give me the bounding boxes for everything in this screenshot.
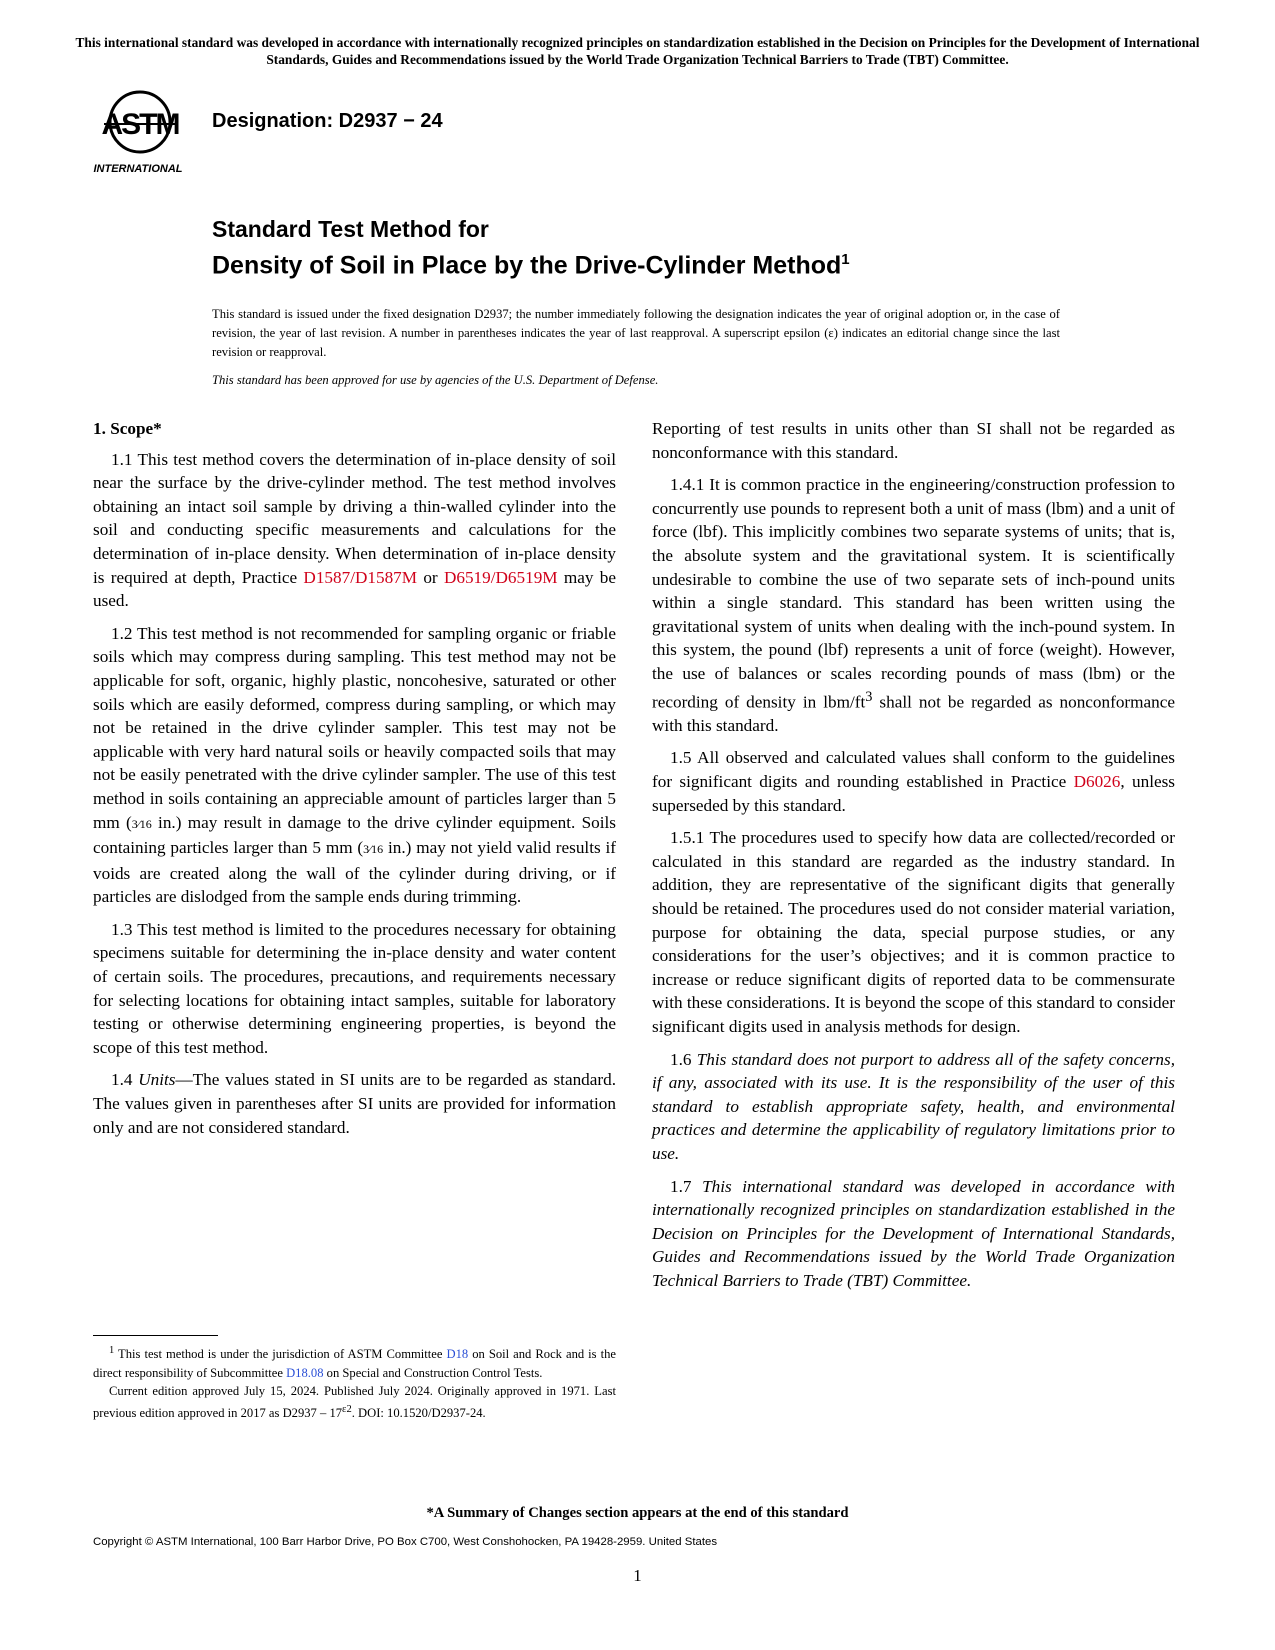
title-block [212, 215, 850, 282]
paragraph-1-4-continued: Reporting of test results in units other than SI shall not be regarded as nonconformance with this standard. [652, 419, 1175, 462]
right-column [652, 417, 1175, 1302]
fraction: 3⁄16 [363, 842, 384, 857]
dod-approval-note: This standard has been approved for use by agencies of the U.S. Department of Defense. [212, 373, 659, 387]
link-d6519[interactable]: D6519/D6519M [443, 567, 558, 587]
paragraph-1-4-1: 1.4.1 It is common practice in the engineering/construction profession to concurrently use pounds to represent both a unit of mass (lbm) and a unit of force (lbf). This implicitly combines two separate systems of units; that is, the absolute system and the gravitational system. It is scientifically undesirable to combine the use of two separate sets of inch-pound units within a single standard. This standard has been written using the gravitational system of units when dealing with the inch-pound system. In this system, the pound (lbf) represents a unit of force (weight). However, the use of balances or scales recording pounds of mass (lbm) or the recording of density in lbm/$ft^3$ shall not be regarded as nonconformance with this standard. [652, 475, 1175, 735]
logo-letters: ASTM [101, 108, 179, 141]
top-notice: This international standard was developed in accordance with internationally recognized principles on standardization established in the Decision on Principles for the Development of International Standards, Guides and Recommendations issued by the World Trade Organization Technical Barriers to Trade (TBT) Committee. [75, 35, 1200, 67]
designation: Designation: D2937 − 24 [212, 110, 443, 132]
paragraph-1-1: 1.1 This test method covers the determination of in-place density of soil near the surface by the drive-cylinder method. The test method involves obtaining an intact soil sample by driving a thin-walled cylinder into the soil and conducting specific measurements and calculations for the determination of in-place density. When determination of in-place density is required at depth, Practice D1587/D1587M or D6519/D6519M may be used. [93, 449, 616, 611]
fraction: 3⁄16 [131, 816, 152, 831]
paragraph-1-7: 1.7 This international standard was developed in accordance with internationally recognized principles on standardization established in the Decision on Principles for the Development of International Standards, Guides and Recommendations issued by the World Trade Organization Technical Barriers to Trade (TBT) Committee. [652, 1176, 1175, 1290]
title-line1: Standard Test Method for [212, 216, 489, 242]
paragraph-1-5-1: 1.5.1 The procedures used to specify how data are collected/recorded or calculated in this standard are regarded as the industry standard. In addition, they are representative of the significant digits that generally should be retained. The procedures used do not consider material variation, purpose for obtaining the data, special purpose studies, or any considerations for the user’s objectives; and it is common practice to increase or reduce significant digits of reported data to be commensurate with these considerations. It is beyond the scope of this standard to consider significant digits used in analysis methods for design. [652, 828, 1175, 1036]
footnotes [93, 1342, 616, 1422]
link-committee-d18[interactable]: D18 [446, 1347, 469, 1362]
page-number: 1 [633, 1566, 642, 1585]
paragraph-1-5: 1.5 All observed and calculated values shall conform to the guidelines for significant digits and rounding established in Practice D6026, unless superseded by this standard. [652, 748, 1175, 815]
issuance-note: This standard is issued under the fixed designation D2937; the number immediately following the designation indicates the year of original adoption or, in the case of revision, the year of last revision. A number in parentheses indicates the year of last reapproval. A superscript epsilon (ε) indicates an editorial change since the last revision or reapproval. [212, 307, 1060, 359]
footnote-1: $^1$ This test method is under the jurisdiction of ASTM Committee D18 on Soil and Rock and is the direct responsibility of Subcommittee D18.08 on Special and Construction Control Tests. [93, 1345, 616, 1380]
paragraph-1-4: 1.4 Units—The values stated in SI units are to be regarded as standard. The values given in parentheses after SI units are provided for information only and are not considered standard. [93, 1070, 617, 1137]
title-line2 [212, 243, 850, 282]
section-heading-scope: 1. Scope* [93, 419, 162, 438]
title-footnote-mark: 1 [841, 251, 850, 268]
link-subcommittee-d18-08[interactable]: D18.08 [286, 1365, 324, 1380]
astm-logo [92, 88, 200, 178]
footnote-rule [93, 1335, 218, 1336]
paragraph-1-6: 1.6 This standard does not purport to address all of the safety concerns, if any, associated with its use. It is the responsibility of the user of this standard to establish appropriate safety, health, and environmental practices and determine the applicability of regulatory limitations prior to use. [652, 1049, 1176, 1163]
title-text: Density of Soil in Place by the Drive-Cylinder Method [212, 251, 842, 280]
copyright: Copyright © ASTM International, 100 Barr Harbor Drive, PO Box C700, West Conshohocken, PA 19428-2959. United States [93, 1536, 718, 1548]
paragraph-1-3: 1.3 This test method is limited to the procedures necessary for obtaining specimens suitable for determining the in-place density and water content of certain soils. The procedures, precautions, and requirements necessary for selecting locations for obtaining intact samples, suitable for laboratory testing or otherwise determining engineering properties, is beyond the scope of this test method. [93, 919, 616, 1057]
link-d1587[interactable]: D1587/D1587M [303, 567, 418, 587]
left-column [93, 417, 616, 1148]
link-d6026[interactable]: D6026 [1073, 772, 1121, 792]
summary-of-changes-note: *A Summary of Changes section appears at the end of this standard [426, 1505, 849, 1521]
footnote-edition-info: Current edition approved July 15, 2024. Published July 2024. Originally approved in 1971. Last previous edition approved in 2017 as $D2937 - 17^{\varepsilon 2}$. DOI: 10.1520/D2937-24. [93, 1384, 616, 1420]
paragraph-1-2: 1.2 This test method is not recommended for sampling organic or friable soils which may compress during sampling. This test method may not be applicable for soft, organic, highly plastic, noncohesive, saturated or other soils which are easily deformed, compress during sampling, or which may not be retained in the drive cylinder sampler. This test may not be applicable with very hard natural soils or heavily compacted soils that may not be easily penetrated with the drive cylinder sampler. The use of this test method in soils containing an appreciable amount of particles larger than 5 mm (3⁄16 in.) may result in damage to the drive cylinder equipment. Soils containing particles larger than 5 mm (3⁄16 in.) may not yield valid results if voids are created along the wall of the cylinder during driving, or if particles are dislodged from the sample ends during trimming. [93, 623, 616, 907]
logo-subtitle: INTERNATIONAL [93, 163, 183, 175]
